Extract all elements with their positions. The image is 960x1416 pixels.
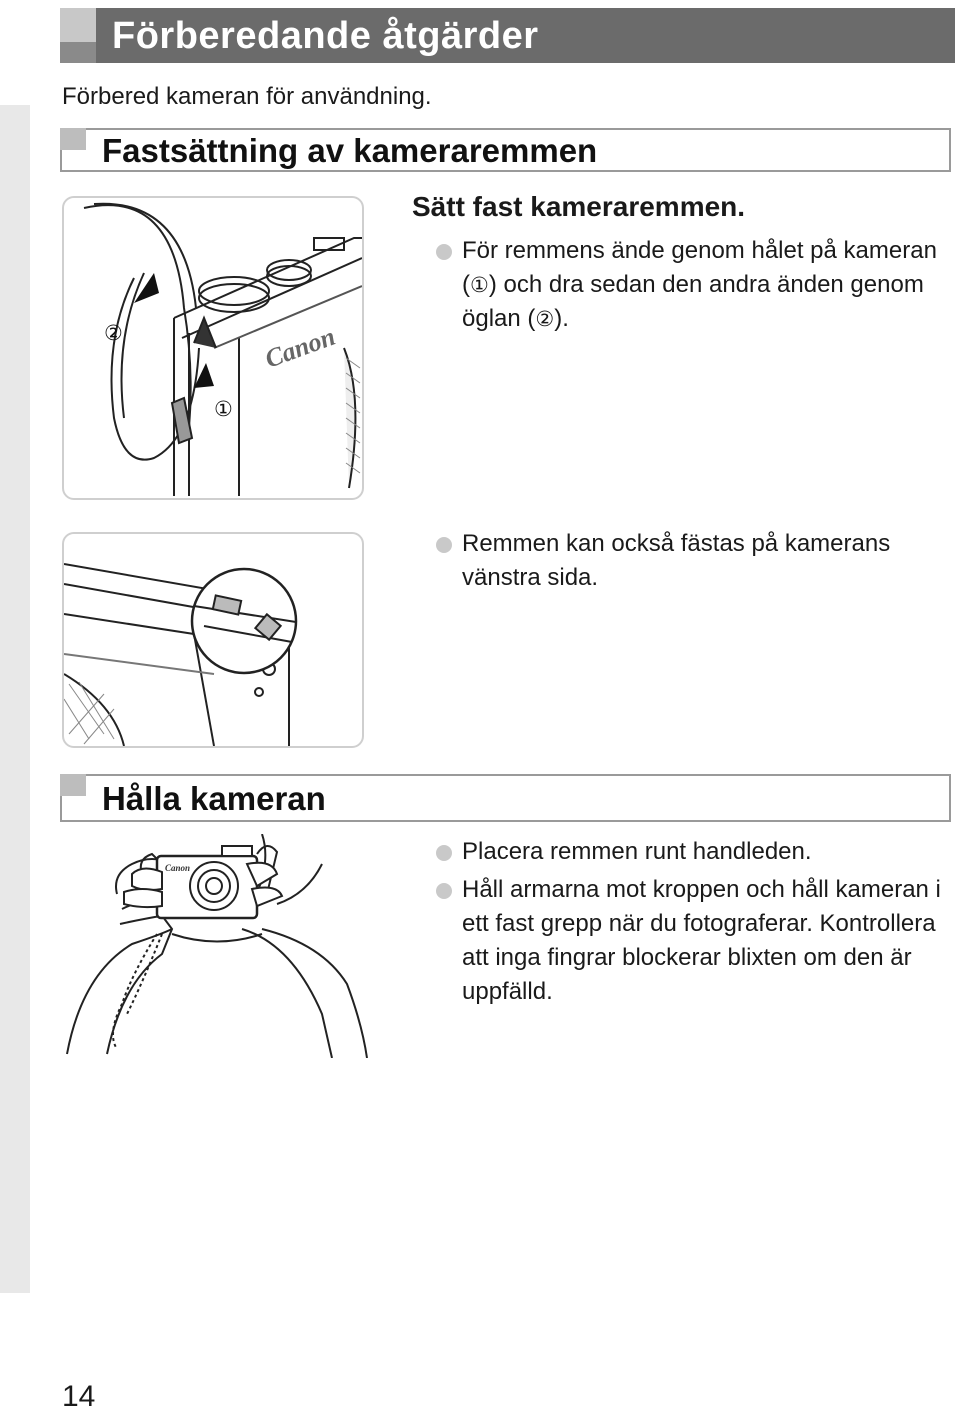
figure-attach-strap [62,196,364,500]
chapter-title: Förberedande åtgärder [112,15,539,57]
bullet-list-strap [436,234,946,336]
bullet-icon [436,537,452,553]
header-corner-decoration-lower [60,42,96,63]
bullet-text: Remmen kan också fästas på kamerans vänstra sida. [462,530,891,591]
brand-logo-3: Canon [165,863,191,873]
bullet-item [436,527,946,595]
bullet-list-left-side [436,527,946,595]
section-header-holding [60,774,951,822]
bullet-icon [436,244,452,260]
bullet-text: ). [554,305,569,332]
section-title-holding: Hålla kameran [102,780,326,817]
brand-logo-1: Canon [261,321,339,374]
bullet-icon [436,845,452,861]
bullet-list-holding [436,835,946,1009]
circled-number-2: ② [535,307,555,331]
section-title-strap: Fastsättning av kameraremmen [102,132,598,169]
section-marker [60,128,86,150]
section-header-strap [60,128,951,172]
bullet-item [436,835,946,869]
step-heading: Sätt fast kameraremmen. [412,191,746,222]
bullet-text: Håll armarna mot kroppen och håll kameran i ett fast grepp när du fotograferar. Kontrollera att inga fingrar blockerar blixten om den är uppfälld. [462,876,941,1005]
figure-holding-camera [62,834,372,1058]
page-number: 14 [62,1380,96,1413]
bullet-text: För remmens ände genom hålet på kameran ( [462,237,937,298]
zoom-circle [192,569,296,673]
bullet-text: ) och dra sedan den andra änden genom öglan ( [462,271,924,332]
header-corner-decoration [60,8,96,42]
bullet-text: Placera remmen runt handleden. [462,838,812,865]
circled-number-1: ① [470,273,489,297]
chapter-header [60,8,955,63]
bullet-icon [436,883,452,899]
label-2: ② [104,321,123,345]
bullet-item [436,234,946,336]
figure-left-side-attach [62,532,364,748]
section-marker [60,774,86,796]
bullet-item [436,873,946,1009]
label-1: ① [214,397,233,421]
chapter-intro: Förbered kameran för användning. [62,83,432,110]
side-strip [0,105,30,1293]
